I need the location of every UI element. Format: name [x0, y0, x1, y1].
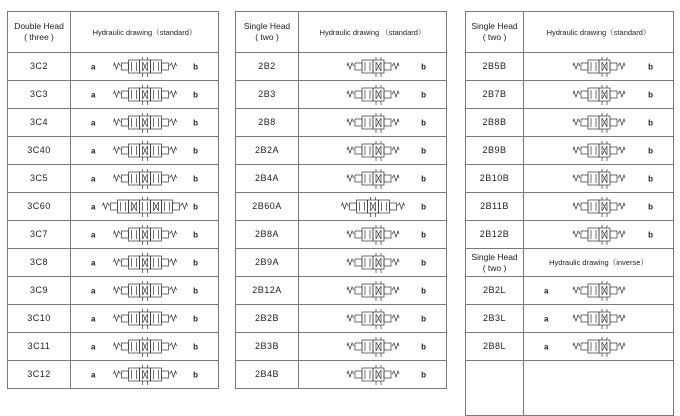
hydraulic-drawing-cell — [71, 81, 218, 108]
hydraulic-drawing-cell — [71, 249, 218, 276]
valve-symbol-icon — [346, 84, 400, 108]
table-row — [8, 192, 218, 220]
valve-symbol-icon — [346, 364, 400, 388]
valve-code: 2B4A — [236, 165, 299, 192]
port-label-b: b — [648, 146, 653, 155]
valve-code: 3C12 — [8, 361, 71, 388]
hydraulic-drawing-cell — [299, 81, 446, 108]
valve-code: 2B5B — [466, 53, 524, 80]
valve-code: 3C5 — [8, 165, 71, 192]
drawing-subheader: Hydraulic drawing（inverse） — [549, 258, 648, 267]
port-label-b: b — [648, 118, 653, 127]
port-label-a: a — [91, 230, 96, 239]
hydraulic-drawing-cell — [524, 193, 673, 220]
hydraulic-drawing-cell — [524, 137, 673, 164]
table-row — [236, 164, 446, 192]
table-row — [8, 108, 218, 136]
valve-code: 2B3 — [236, 81, 299, 108]
valve-symbol-icon — [572, 84, 626, 108]
table-row — [466, 164, 673, 192]
empty-row — [466, 360, 673, 415]
hydraulic-drawing-cell — [524, 277, 673, 304]
valve-code: 2B2L — [466, 277, 524, 304]
table-row — [236, 220, 446, 248]
valve-code: 2B12A — [236, 277, 299, 304]
port-label-b: b — [648, 90, 653, 99]
port-label-b: b — [193, 146, 198, 155]
valve-code: 2B2 — [236, 53, 299, 80]
hydraulic-drawing-cell — [71, 305, 218, 332]
valve-code: 2B2B — [236, 305, 299, 332]
hydraulic-drawing-cell — [524, 53, 673, 80]
hydraulic-drawing-cell — [524, 165, 673, 192]
valve-code: 3C11 — [8, 333, 71, 360]
table-row — [8, 52, 218, 80]
hydraulic-drawing-cell — [299, 361, 446, 388]
hydraulic-drawing-cell — [71, 333, 218, 360]
port-label-a: a — [91, 202, 96, 211]
hydraulic-drawing-cell — [524, 221, 673, 248]
valve-symbol-icon — [572, 112, 626, 136]
valve-symbol-icon — [112, 84, 177, 108]
valve-symbol-icon — [340, 196, 405, 220]
valve-symbol-icon — [346, 336, 400, 360]
inverse-subheader — [466, 248, 673, 276]
valve-code: 2B9A — [236, 249, 299, 276]
valve-code: 3C4 — [8, 109, 71, 136]
valve-symbol-icon — [112, 112, 177, 136]
port-label-b: b — [193, 286, 198, 295]
port-label-b: b — [193, 258, 198, 267]
table-row — [8, 164, 218, 192]
hydraulic-drawing-cell — [299, 305, 446, 332]
valve-code: 2B3L — [466, 305, 524, 332]
hydraulic-drawing-cell — [71, 221, 218, 248]
hydraulic-drawing-cell — [71, 137, 218, 164]
table-header — [8, 12, 218, 52]
hydraulic-drawing-cell — [299, 137, 446, 164]
valve-code: 3C7 — [8, 221, 71, 248]
valve-symbol-icon — [112, 56, 177, 80]
port-label-b: b — [421, 146, 426, 155]
port-label-b: b — [421, 118, 426, 127]
hydraulic-drawing-cell — [71, 53, 218, 80]
hydraulic-drawing-cell — [524, 81, 673, 108]
valve-symbol-icon — [112, 336, 177, 360]
hydraulic-drawing-cell — [71, 361, 218, 388]
port-label-a: a — [544, 342, 549, 351]
port-label-a: a — [544, 286, 549, 295]
hydraulic-drawing-cell — [299, 109, 446, 136]
port-label-b: b — [421, 62, 426, 71]
table-row — [236, 52, 446, 80]
table-row — [8, 136, 218, 164]
port-label-b: b — [193, 118, 198, 127]
single-head-table-2 — [465, 11, 674, 416]
table-row — [466, 136, 673, 164]
port-label-b: b — [421, 258, 426, 267]
port-label-a: a — [91, 146, 96, 155]
valve-code: 2B10B — [466, 165, 524, 192]
hydraulic-drawing-cell — [71, 109, 218, 136]
table-row — [466, 304, 673, 332]
valve-code: 2B11B — [466, 193, 524, 220]
valve-symbol-icon — [346, 308, 400, 332]
port-label-b: b — [193, 174, 198, 183]
valve-code: 2B3B — [236, 333, 299, 360]
table-row — [466, 108, 673, 136]
drawing-header: Hydraulic drawing （standard） — [319, 27, 426, 37]
port-label-a: a — [91, 342, 96, 351]
valve-symbol-icon — [112, 364, 177, 388]
valve-symbol-icon — [572, 56, 626, 80]
port-label-b: b — [193, 230, 198, 239]
table-row — [236, 248, 446, 276]
table-row — [8, 276, 218, 304]
port-label-b: b — [193, 314, 198, 323]
hydraulic-drawing-cell — [71, 193, 218, 220]
port-label-b: b — [421, 174, 426, 183]
valve-code: 2B9B — [466, 137, 524, 164]
valve-symbol-icon — [346, 112, 400, 136]
port-label-b: b — [421, 370, 426, 379]
valve-symbol-icon — [572, 168, 626, 192]
valve-symbol-icon — [112, 308, 177, 332]
valve-code: 2B8L — [466, 333, 524, 360]
port-label-a: a — [544, 314, 549, 323]
table-row — [466, 332, 673, 360]
drawing-header: Hydraulic drawing（standard） — [546, 27, 651, 37]
drawing-header: Hydraulic drawing（standard） — [92, 27, 197, 37]
port-label-b: b — [648, 202, 653, 211]
table-row — [236, 192, 446, 220]
port-label-a: a — [91, 370, 96, 379]
table-row — [466, 192, 673, 220]
hydraulic-drawing-cell — [71, 165, 218, 192]
port-label-a: a — [91, 62, 96, 71]
port-label-b: b — [421, 286, 426, 295]
valve-symbol-icon — [572, 308, 626, 332]
table-row — [466, 276, 673, 304]
valve-symbol-icon — [112, 224, 177, 248]
table-row — [8, 332, 218, 360]
valve-symbol-icon — [101, 196, 188, 220]
single-head-table-1 — [235, 11, 447, 389]
port-label-a: a — [91, 286, 96, 295]
hydraulic-drawing-cell — [299, 193, 446, 220]
valve-code: 2B4B — [236, 361, 299, 388]
table-row — [466, 80, 673, 108]
valve-code: 3C60 — [8, 193, 71, 220]
valve-code: 3C9 — [8, 277, 71, 304]
table-row — [236, 276, 446, 304]
hydraulic-drawing-cell — [524, 109, 673, 136]
valve-symbol-icon — [346, 252, 400, 276]
port-label-b: b — [421, 342, 426, 351]
valve-symbol-icon — [346, 280, 400, 304]
code-header: Single Head ( two ) — [466, 12, 524, 52]
table-row — [8, 220, 218, 248]
valve-code: 3C2 — [8, 53, 71, 80]
port-label-b: b — [421, 314, 426, 323]
valve-code: 2B7B — [466, 81, 524, 108]
code-subheader: Single Head ( two ) — [466, 249, 524, 276]
table-header — [236, 12, 446, 52]
valve-code: 3C40 — [8, 137, 71, 164]
valve-symbol-icon — [572, 280, 626, 304]
port-label-b: b — [193, 370, 198, 379]
table-row — [236, 304, 446, 332]
valve-code: 2B8A — [236, 221, 299, 248]
table-row — [466, 52, 673, 80]
port-label-b: b — [648, 230, 653, 239]
port-label-b: b — [193, 202, 198, 211]
valve-symbol-icon — [112, 280, 177, 304]
valve-symbol-icon — [346, 56, 400, 80]
hydraulic-drawing-cell — [524, 333, 673, 360]
hydraulic-drawing-cell — [299, 165, 446, 192]
valve-code: 3C8 — [8, 249, 71, 276]
double-head-table — [7, 11, 219, 389]
valve-symbol-icon — [112, 252, 177, 276]
port-label-a: a — [91, 174, 96, 183]
port-label-a: a — [91, 90, 96, 99]
valve-code: 2B12B — [466, 221, 524, 248]
hydraulic-drawing-cell — [299, 53, 446, 80]
valve-symbol-icon — [346, 140, 400, 164]
port-label-b: b — [193, 342, 198, 351]
code-header: Double Head ( three ) — [8, 12, 71, 52]
table-row — [8, 360, 218, 388]
valve-symbol-icon — [112, 168, 177, 192]
table-row — [8, 248, 218, 276]
valve-symbol-icon — [572, 196, 626, 220]
table-row — [466, 220, 673, 248]
table-header — [466, 12, 673, 52]
port-label-b: b — [193, 90, 198, 99]
valve-code: 3C10 — [8, 305, 71, 332]
table-row — [8, 80, 218, 108]
port-label-b: b — [421, 90, 426, 99]
valve-code: 2B60A — [236, 193, 299, 220]
valve-symbol-icon — [346, 168, 400, 192]
port-label-b: b — [421, 202, 426, 211]
valve-symbol-icon — [346, 224, 400, 248]
hydraulic-drawing-cell — [71, 277, 218, 304]
valve-code: 3C3 — [8, 81, 71, 108]
code-header: Single Head ( two ) — [236, 12, 299, 52]
hydraulic-drawing-cell — [299, 221, 446, 248]
hydraulic-drawing-cell — [299, 249, 446, 276]
table-row — [236, 360, 446, 388]
port-label-b: b — [648, 174, 653, 183]
valve-code: 2B8B — [466, 109, 524, 136]
valve-symbol-icon — [572, 336, 626, 360]
hydraulic-drawing-cell — [299, 333, 446, 360]
port-label-a: a — [91, 314, 96, 323]
port-label-a: a — [91, 118, 96, 127]
port-label-a: a — [91, 258, 96, 267]
hydraulic-drawing-cell — [524, 305, 673, 332]
valve-code: 2B2A — [236, 137, 299, 164]
table-row — [236, 332, 446, 360]
valve-code: 2B8 — [236, 109, 299, 136]
table-row — [236, 80, 446, 108]
hydraulic-drawing-cell — [299, 277, 446, 304]
valve-symbol-icon — [572, 140, 626, 164]
port-label-b: b — [421, 230, 426, 239]
table-row — [236, 136, 446, 164]
port-label-b: b — [648, 62, 653, 71]
table-row — [236, 108, 446, 136]
valve-symbol-icon — [112, 140, 177, 164]
valve-symbol-icon — [572, 224, 626, 248]
table-row — [8, 304, 218, 332]
port-label-b: b — [193, 62, 198, 71]
